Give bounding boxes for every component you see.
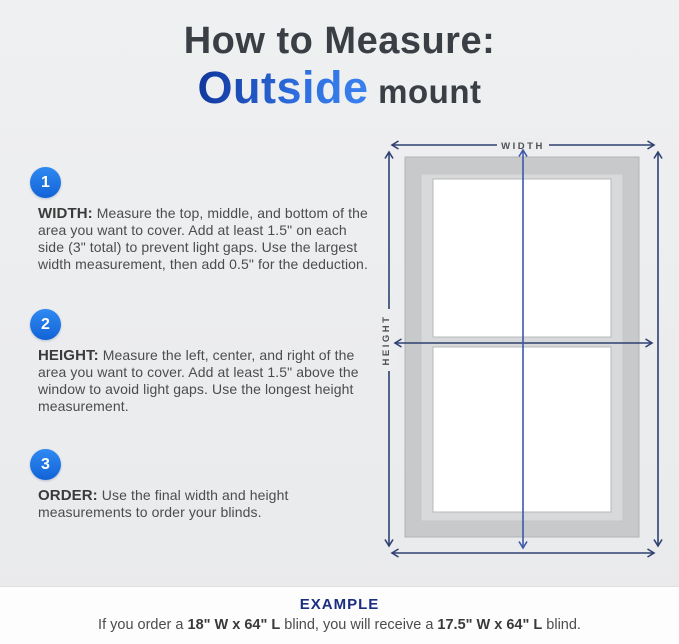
height-label: HEIGHT	[381, 314, 392, 366]
window-measure-diagram	[370, 128, 670, 568]
step-3	[30, 449, 374, 521]
title-accent: Outside	[197, 61, 369, 113]
title-suffix: mount	[368, 72, 482, 110]
example-segment: blind, you will receive a	[280, 617, 438, 633]
step-3-label: ORDER:	[38, 487, 98, 504]
step-1-number-badge: 1	[30, 167, 61, 198]
step-1	[30, 167, 374, 273]
step-2-body: Measure the left, center, and right of the area you want to cover. Add at least 1.5" above the window to avoid light gaps. Use the longest height measurement.	[38, 347, 359, 414]
title-line2	[0, 61, 679, 113]
window-pane-top	[433, 179, 611, 337]
step-2-text	[38, 347, 374, 415]
step-1-text	[38, 205, 374, 273]
page-title	[0, 22, 679, 111]
step-3-text	[38, 487, 374, 521]
step-2	[30, 309, 374, 415]
example-segment: blind.	[542, 617, 581, 633]
width-label: WIDTH	[501, 141, 545, 152]
title-line1: How to Measure:	[183, 20, 496, 62]
window-pane-bottom	[433, 347, 611, 512]
example-section	[0, 587, 679, 644]
step-2-number-badge: 2	[30, 309, 61, 340]
example-heading: EXAMPLE	[299, 596, 380, 613]
example-segment: 18" W x 64" L	[187, 617, 281, 633]
step-1-body: Measure the top, middle, and bottom of the area you want to cover. Add at least 1.5" on each side (3" total) to prevent light gaps. Use the largest width measurement, then add 0.5" for the deduction.	[38, 205, 368, 272]
step-2-label: HEIGHT:	[38, 347, 99, 364]
step-3-number-badge: 3	[30, 449, 61, 480]
example-sentence	[0, 617, 679, 633]
example-segment: If you order a	[98, 617, 188, 633]
example-segment: 17.5" W x 64" L	[437, 617, 543, 633]
step-1-label: WIDTH:	[38, 205, 93, 222]
step-3-body: Use the final width and height measurements to order your blinds.	[38, 487, 289, 520]
